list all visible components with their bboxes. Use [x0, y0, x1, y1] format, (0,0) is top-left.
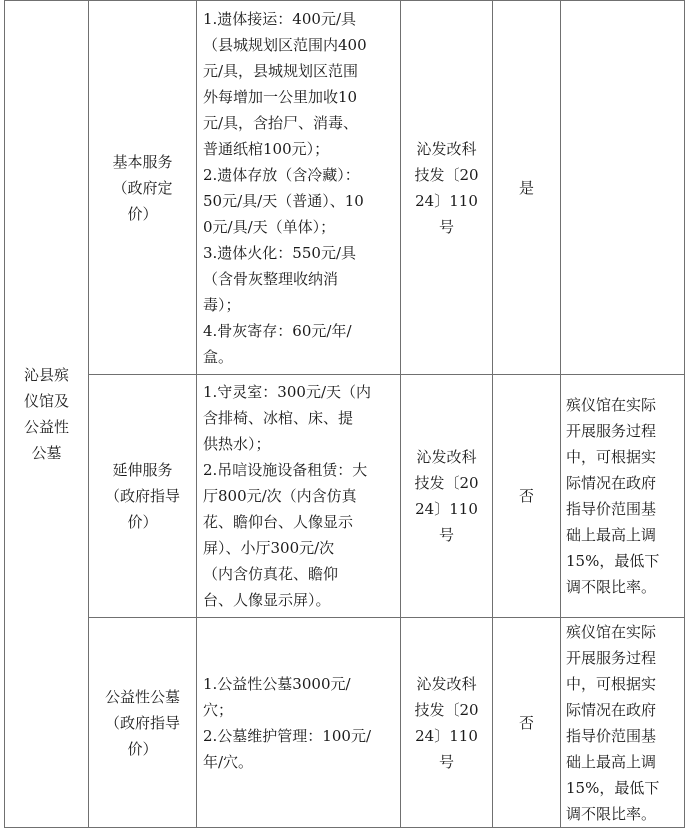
price-line: 2.吊唁设施设备租赁：大 — [203, 461, 368, 479]
price-line: 2.遗体存放（含冷藏）： — [203, 165, 360, 184]
remark-line: 中，可根据实 — [566, 674, 657, 693]
document-line: 号 — [438, 752, 454, 771]
service-line: 价） — [127, 204, 158, 223]
price-line: 元/具，县城规划区范围 — [203, 61, 359, 80]
price-line: 毒）； — [203, 295, 241, 314]
document-line: 技发〔20 — [414, 165, 479, 184]
price-detail-cell — [197, 1, 401, 375]
remark-line: 开展服务过程 — [566, 648, 657, 667]
remark-line: 际情况在政府 — [566, 700, 657, 719]
service-line: 基本服务 — [112, 152, 173, 171]
price-line: 屏）、小厅300元/次 — [203, 539, 335, 557]
remark-line: 15%，最低下 — [566, 778, 660, 797]
document-line: 技发〔20 — [414, 474, 479, 492]
remark-cell — [561, 1, 685, 375]
category-line: 仪馆及 — [23, 392, 69, 410]
price-line: 元/具，含抬尸、消毒、 — [203, 113, 359, 132]
price-detail-cell — [197, 375, 401, 618]
document-line: 24〕110 — [415, 500, 478, 518]
document-number-cell — [401, 618, 493, 828]
price-line: 0元/具/天（单体）； — [203, 217, 336, 236]
remark-line: 殡仪馆在实际 — [566, 622, 657, 641]
document-line: 号 — [438, 217, 454, 236]
remark-line: 础上最高上调 — [566, 752, 657, 771]
service-line: 延伸服务 — [112, 461, 173, 479]
price-line: 1.遗体接运：400元/具 — [203, 9, 356, 28]
document-line: 号 — [438, 526, 454, 544]
price-line: 1.守灵室：300元/天（内 — [203, 383, 371, 401]
remark-line: 调不限比率。 — [566, 578, 657, 596]
price-line: （含骨灰整理收纳消 — [203, 269, 339, 288]
remark-line: 调不限比率。 — [566, 804, 657, 823]
remark-line: 开展服务过程 — [566, 422, 657, 440]
service-line: 公益性公墓 — [104, 687, 180, 706]
price-line: 外每增加一公里加收10 — [203, 87, 358, 106]
table-row — [5, 375, 685, 618]
service-line: （政府定 — [112, 178, 173, 197]
service-line: 价） — [127, 513, 158, 531]
service-line: （政府指导 — [104, 487, 180, 505]
category-line: 沁县殡 — [23, 366, 69, 384]
document-number-cell — [401, 375, 493, 618]
included-cell: 是 — [493, 1, 561, 375]
service-line: （政府指导 — [104, 713, 180, 732]
service-type-cell — [89, 1, 197, 375]
price-line: 台、人像显示屏）。 — [203, 591, 331, 609]
price-line: 2.公墓维护管理：100元/ — [203, 726, 371, 745]
remark-cell — [561, 618, 685, 828]
service-type-cell — [89, 375, 197, 618]
price-line: 花、瞻仰台、人像显示 — [203, 513, 354, 531]
price-line: 3.遗体火化：550元/具 — [203, 243, 356, 262]
price-line: （县城规划区范围内400 — [203, 35, 367, 54]
remark-line: 础上最高上调 — [566, 526, 657, 544]
remark-line: 殡仪馆在实际 — [566, 396, 657, 414]
document-line: 沁发改科 — [416, 448, 477, 466]
price-line: 4.骨灰寄存：60元/年/ — [203, 321, 352, 340]
remark-line: 际情况在政府 — [566, 474, 657, 492]
price-detail-cell — [197, 618, 401, 828]
document-line: 24〕110 — [415, 191, 478, 210]
document-line: 24〕110 — [415, 726, 478, 745]
price-line: 厅800元/次（内含仿真 — [203, 487, 357, 505]
price-line: 1.公益性公墓3000元/ — [203, 674, 351, 693]
included-cell: 否 — [493, 618, 561, 828]
remark-line: 中，可根据实 — [566, 448, 657, 466]
remark-line: 指导价范围基 — [566, 726, 657, 745]
category-cell — [5, 1, 89, 828]
price-line: 供热水）； — [203, 435, 271, 453]
price-line: 年/穴。 — [203, 752, 254, 771]
remark-cell — [561, 375, 685, 618]
included-cell: 否 — [493, 375, 561, 618]
price-line: 普通纸棺100元）； — [203, 139, 330, 158]
document-line: 沁发改科 — [416, 674, 477, 693]
category-line: 公墓 — [31, 444, 62, 462]
remark-line: 15%，最低下 — [566, 552, 660, 570]
remark-line: 指导价范围基 — [566, 500, 657, 518]
service-type-cell — [89, 618, 197, 828]
price-line: 穴； — [203, 700, 234, 719]
price-line: 含排椅、冰棺、床、提 — [203, 409, 354, 427]
table-row — [5, 618, 685, 828]
price-table — [4, 0, 685, 828]
document-line: 沁发改科 — [416, 139, 477, 158]
document-line: 技发〔20 — [414, 700, 479, 719]
price-line: （内含仿真花、瞻仰 — [203, 565, 339, 583]
table-row — [5, 1, 685, 375]
category-line: 公益性 — [23, 418, 69, 436]
service-line: 价） — [127, 739, 158, 758]
price-line: 50元/具/天（普通）、10 — [203, 191, 364, 210]
price-line: 盒。 — [203, 347, 234, 366]
document-number-cell — [401, 1, 493, 375]
